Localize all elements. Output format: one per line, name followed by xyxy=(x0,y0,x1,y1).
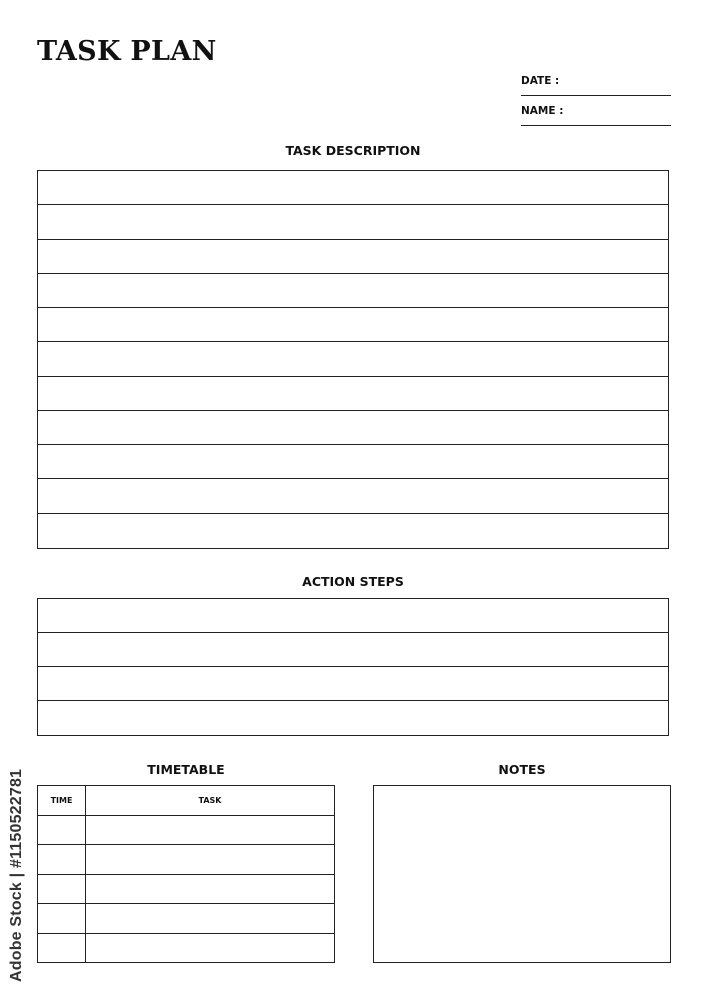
writing-line[interactable] xyxy=(38,701,668,735)
writing-line[interactable] xyxy=(38,514,668,548)
writing-line[interactable] xyxy=(38,171,668,205)
timetable-task-cell[interactable] xyxy=(86,875,334,904)
timetable-time-cell[interactable] xyxy=(38,904,86,933)
task-description-box[interactable] xyxy=(37,170,669,549)
watermark-text: Adobe Stock | #1150522781 xyxy=(8,768,25,982)
timetable-time-cell[interactable] xyxy=(38,816,86,845)
writing-line[interactable] xyxy=(38,205,668,239)
writing-line[interactable] xyxy=(38,377,668,411)
action-steps-title: ACTION STEPS xyxy=(302,574,404,589)
timetable-row xyxy=(38,816,334,846)
date-field[interactable] xyxy=(521,75,671,96)
name-label: NAME : xyxy=(521,105,564,117)
timetable-time-cell[interactable] xyxy=(38,845,86,874)
writing-line[interactable] xyxy=(38,342,668,376)
timetable-task-cell[interactable] xyxy=(86,816,334,845)
timetable-title: TIMETABLE xyxy=(147,762,225,777)
timetable-row xyxy=(38,845,334,875)
timetable-grid xyxy=(37,785,335,963)
writing-line[interactable] xyxy=(38,479,668,513)
writing-line[interactable] xyxy=(38,240,668,274)
writing-line[interactable] xyxy=(38,667,668,701)
task-description-title: TASK DESCRIPTION xyxy=(285,143,421,158)
writing-line[interactable] xyxy=(38,308,668,342)
timetable-task-header: TASK xyxy=(198,795,222,805)
date-label: DATE : xyxy=(521,75,560,87)
notes-box[interactable] xyxy=(373,785,671,963)
page-title: TASK PLAN xyxy=(37,36,217,67)
writing-line[interactable] xyxy=(38,274,668,308)
notes-title: NOTES xyxy=(498,762,546,777)
timetable-time-cell[interactable] xyxy=(38,934,86,964)
writing-line[interactable] xyxy=(38,411,668,445)
timetable-header-row xyxy=(38,786,334,816)
writing-line[interactable] xyxy=(38,633,668,667)
timetable-time-header: TIME xyxy=(38,786,86,815)
action-steps-box[interactable] xyxy=(37,598,669,736)
timetable-row xyxy=(38,904,334,934)
timetable-task-cell[interactable] xyxy=(86,904,334,933)
timetable-row xyxy=(38,934,334,964)
timetable-time-cell[interactable] xyxy=(38,875,86,904)
writing-line[interactable] xyxy=(38,599,668,633)
writing-line[interactable] xyxy=(38,445,668,479)
timetable-row xyxy=(38,875,334,905)
timetable-task-cell[interactable] xyxy=(86,845,334,874)
name-field[interactable] xyxy=(521,105,671,126)
timetable-task-cell[interactable] xyxy=(86,934,334,964)
